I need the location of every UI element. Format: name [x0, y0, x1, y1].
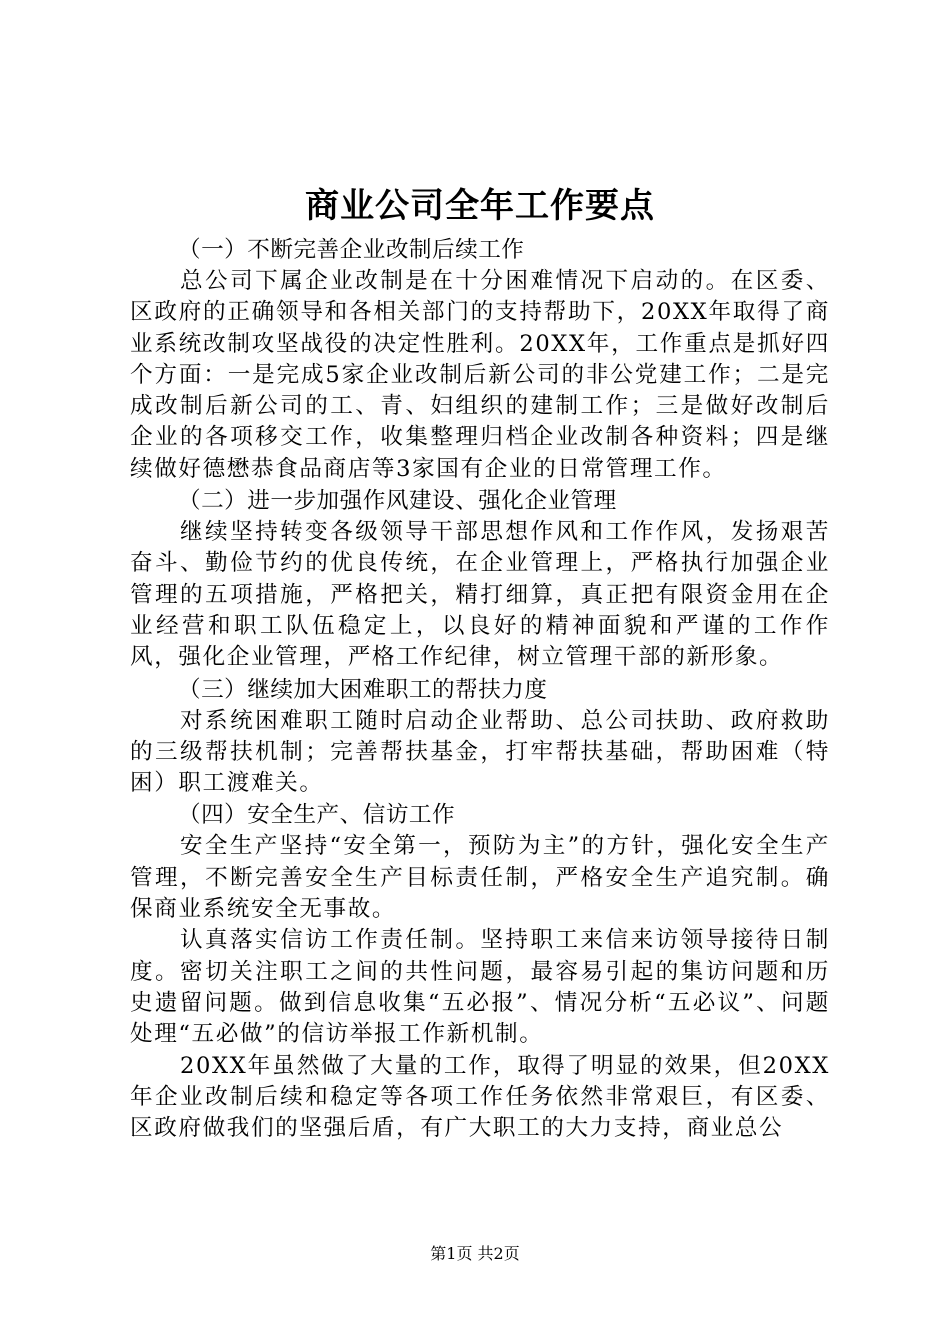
- document-page: [130, 180, 830, 1144]
- section-heading: （三）继续加大困难职工的帮扶力度: [178, 676, 548, 703]
- section-heading: （二）进一步加强作风建设、强化企业管理: [178, 488, 617, 515]
- section-1: [130, 234, 830, 485]
- section-heading: （四）安全生产、信访工作: [178, 802, 456, 829]
- section-heading: （一）不断完善企业改制后续工作: [178, 237, 525, 263]
- section-3: [130, 674, 830, 800]
- closing-paragraph: 20XX年虽然做了大量的工作，取得了明显的效果，但20XX年企业改制后续和稳定等各项工作任务依然非常艰巨，有区委、区政府做我们的坚强后盾，有广大职工的大力支持，商业总公: [130, 1052, 830, 1142]
- section-paragraph: 继续坚持转变各级领导干部思想作风和工作作风，发扬艰苦奋斗、勤俭节约的优良传统，在企业管理上，严格执行加强企业管理的五项措施，严格把关，精打细算，真正把有限资金用在企业经营和职工队伍稳定上，以良好的精神面貌和严谨的工作作风，强化企业管理，严格工作纪律，树立管理干部的新形象。: [130, 519, 830, 671]
- section-paragraph: 总公司下属企业改制是在十分困难情况下启动的。在区委、区政府的正确领导和各相关部门的支持帮助下，20XX年取得了商业系统改制攻坚战役的决定性胜利。20XX年，工作重点是抓好四个方面：一是完成5家企业改制后新公司的非公党建工作；二是完成改制后新公司的工、青、妇组织的建制工作；三是做好改制后企业的各项移交工作，收集整理归档企业改制各种资料；四是继续做好德懋恭食品商店等3家国有企业的日常管理工作。: [130, 268, 830, 482]
- document-title: 商业公司全年工作要点: [305, 186, 655, 226]
- section-4: [130, 799, 830, 1050]
- section-2: [130, 485, 830, 673]
- section-paragraph: 对系统困难职工随时启动企业帮助、总公司扶助、政府救助的三级帮扶机制；完善帮扶基金，打牢帮扶基础，帮助困难（特困）职工渡难关。: [130, 707, 830, 797]
- page-number: 第1页 共2页: [430, 1244, 520, 1263]
- section-paragraph: 认真落实信访工作责任制。坚持职工来信来访领导接待日制度。密切关注职工之间的共性问题，最容易引起的集访问题和历史遗留问题。做到信息收集“五必报”、情况分析“五必议”、问题处理“五必做”的信访举报工作新机制。: [130, 927, 830, 1048]
- section-paragraph: 安全生产坚持“安全第一，预防为主”的方针，强化安全生产管理，不断完善安全生产目标责任制，严格安全生产追究制。确保商业系统安全无事故。: [130, 833, 830, 923]
